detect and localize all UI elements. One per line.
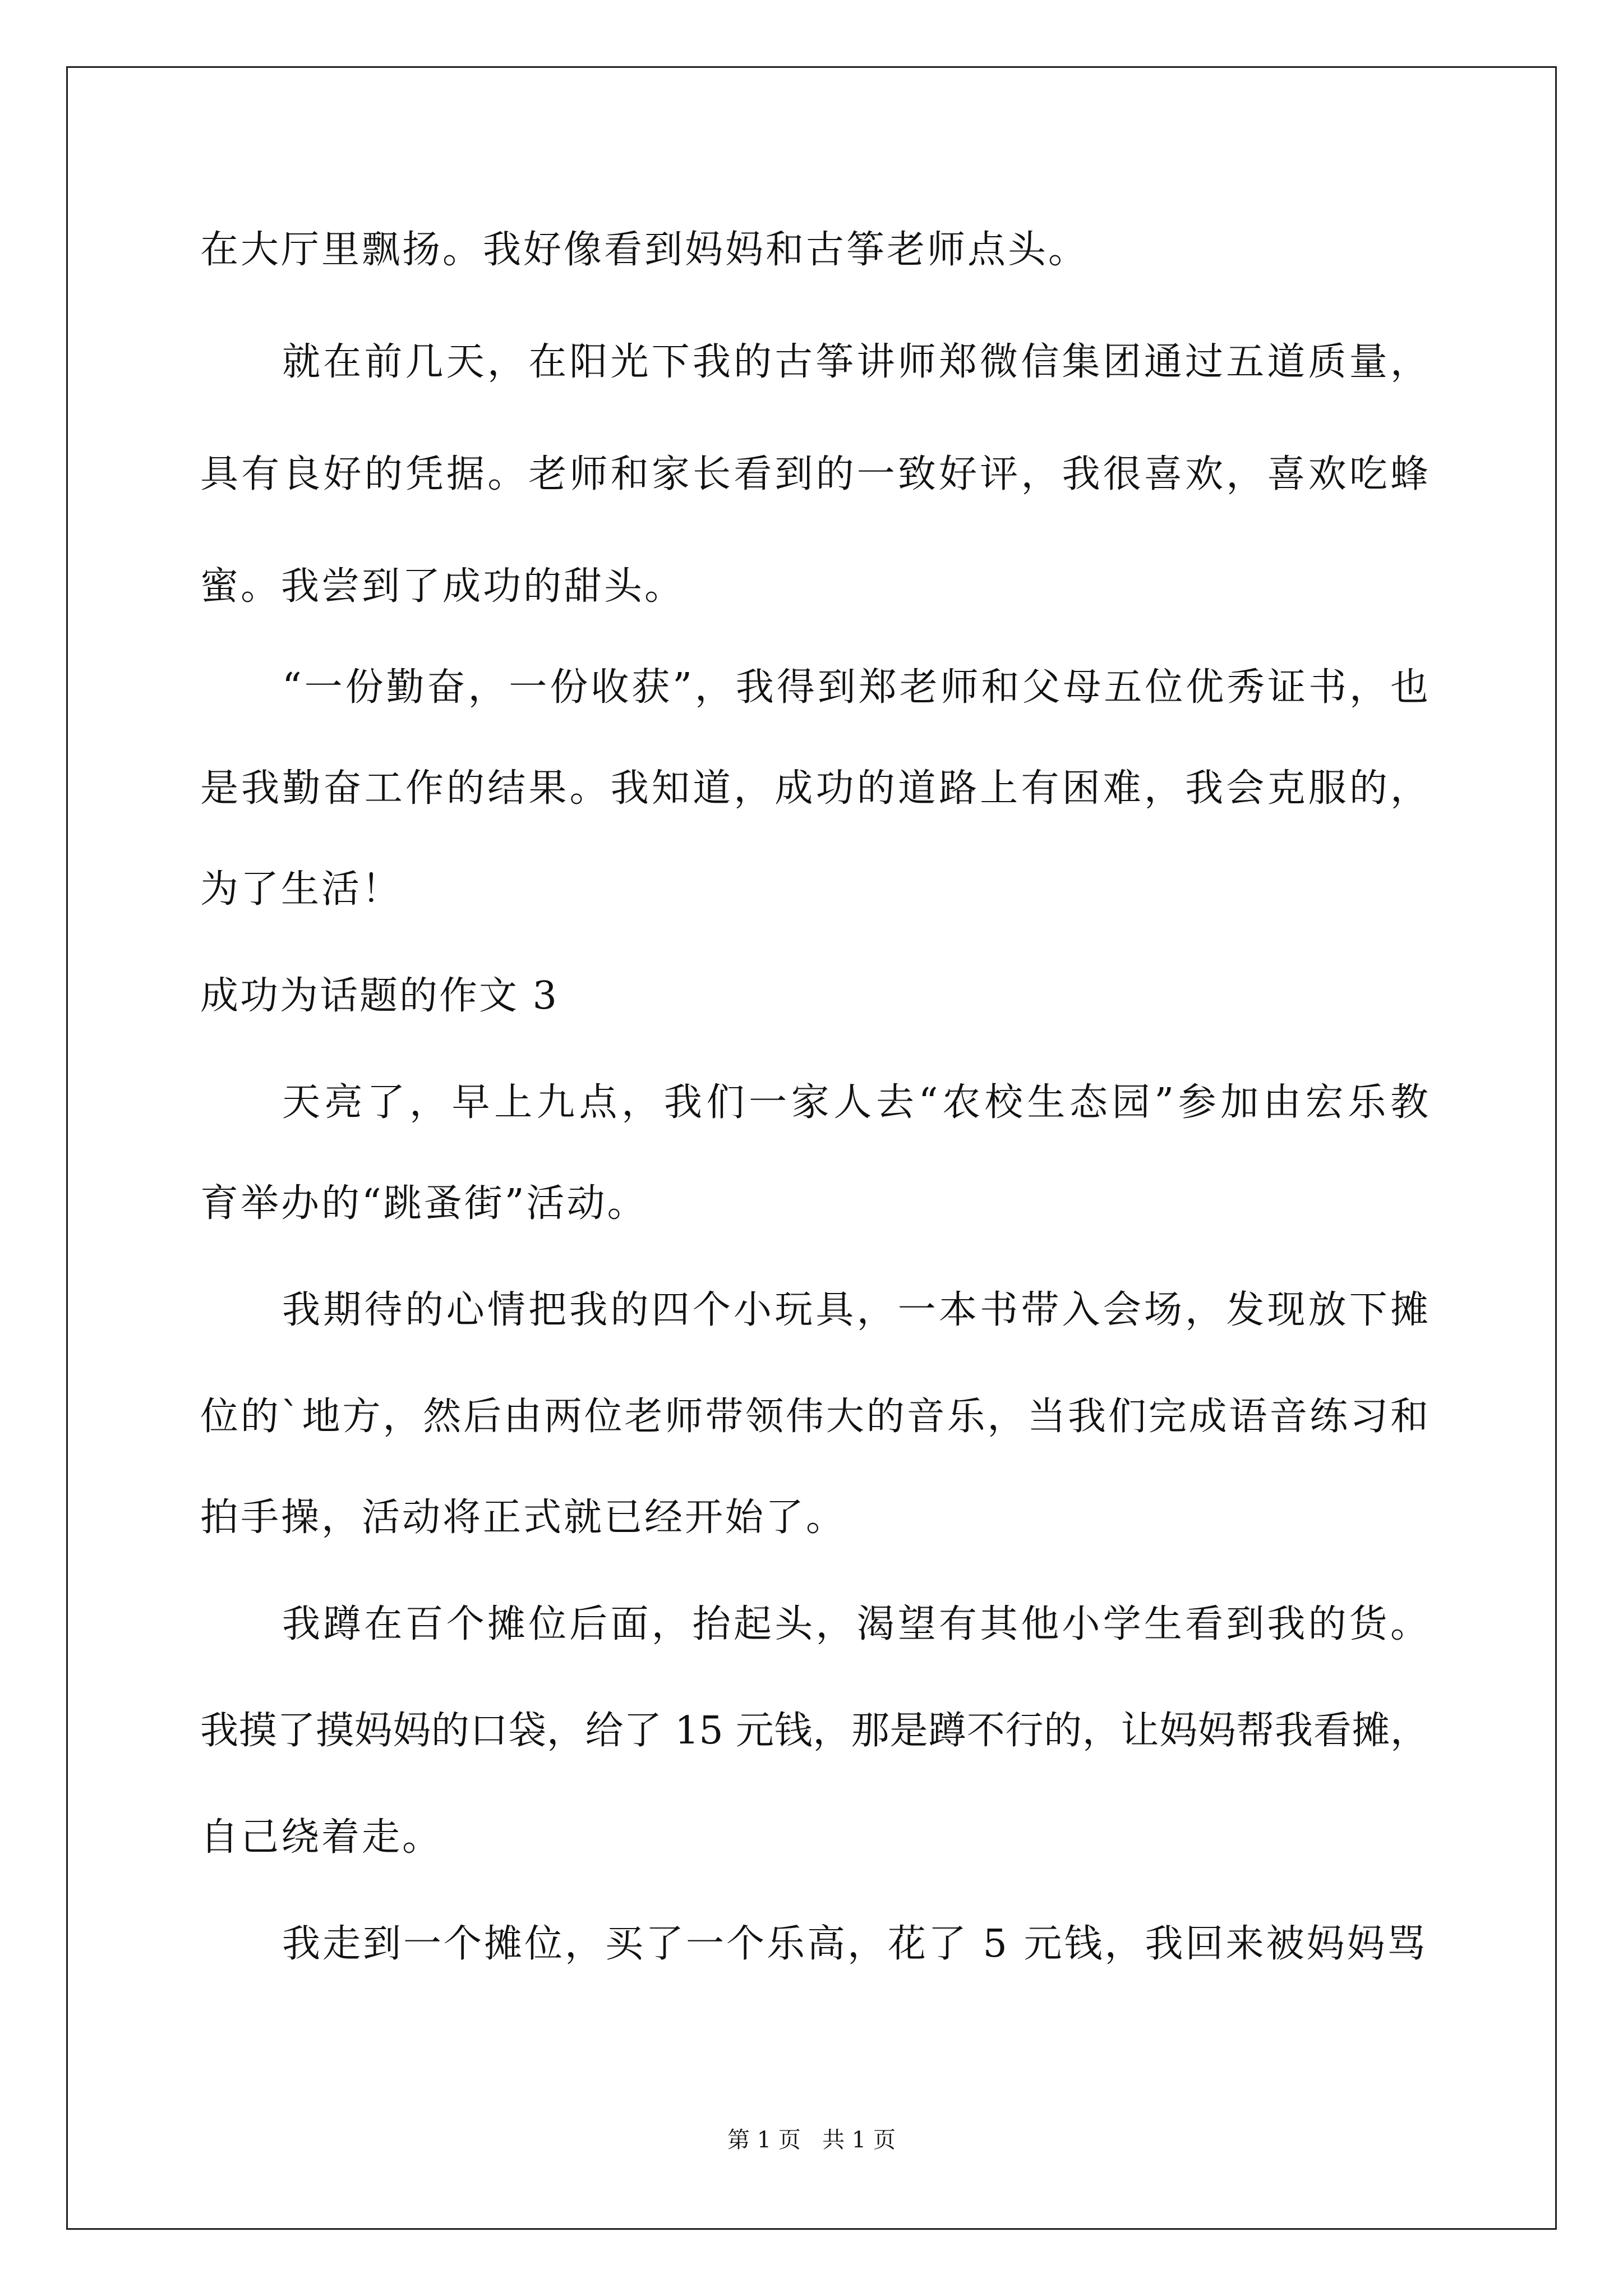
paragraph-line: 具有良好的凭据。老师和家长看到的一致好评，我很喜欢，喜欢吃蜂 [200, 452, 1428, 496]
paragraph-line: 天亮了，早上九点，我们一家人去“农校生态园”参加由宏乐教 [282, 1080, 1428, 1125]
page-footer: 第 1 页 共 1 页 [727, 2127, 896, 2153]
paragraph-line: 育举办的“跳蚤街”活动。 [200, 1181, 648, 1226]
paragraph-line: 就在前几天，在阳光下我的古筝讲师郑微信集团通过五道质量， [282, 340, 1428, 384]
paragraph-line: 在大厅里飘扬。我好像看到妈妈和古筝老师点头。 [200, 228, 1089, 272]
section-heading: 成功为话题的作文 3 [200, 974, 559, 1018]
paragraph-line: 为了生活！ [200, 867, 403, 912]
paragraph-line: 蜜。我尝到了成功的甜头。 [200, 564, 685, 609]
paragraph-line: 拍手操，活动将正式就已经开始了。 [200, 1496, 847, 1540]
paragraph-line: 自己绕着走。 [200, 1815, 443, 1860]
paragraph-line: 是我勤奋工作的结果。我知道，成功的道路上有困难，我会克服的， [200, 766, 1428, 811]
paragraph-line: 我蹲在百个摊位后面，抬起头，渴望有其他小学生看到我的货。 [282, 1602, 1428, 1646]
paragraph-line: “一份勤奋，一份收获”，我得到郑老师和父母五位优秀证书，也 [282, 665, 1428, 710]
page-border [66, 66, 1557, 2230]
paragraph-line: 我期待的心情把我的四个小玩具，一本书带入会场，发现放下摊 [282, 1288, 1428, 1332]
paragraph-line: 我摸了摸妈妈的口袋，给了 15 元钱，那是蹲不行的，让妈妈帮我看摊， [200, 1709, 1428, 1753]
paragraph-line: 位的`地方，然后由两位老师带领伟大的音乐，当我们完成语音练习和 [200, 1395, 1428, 1439]
paragraph-line: 我走到一个摊位，买了一个乐高，花了 5 元钱，我回来被妈妈骂 [282, 1922, 1428, 1966]
